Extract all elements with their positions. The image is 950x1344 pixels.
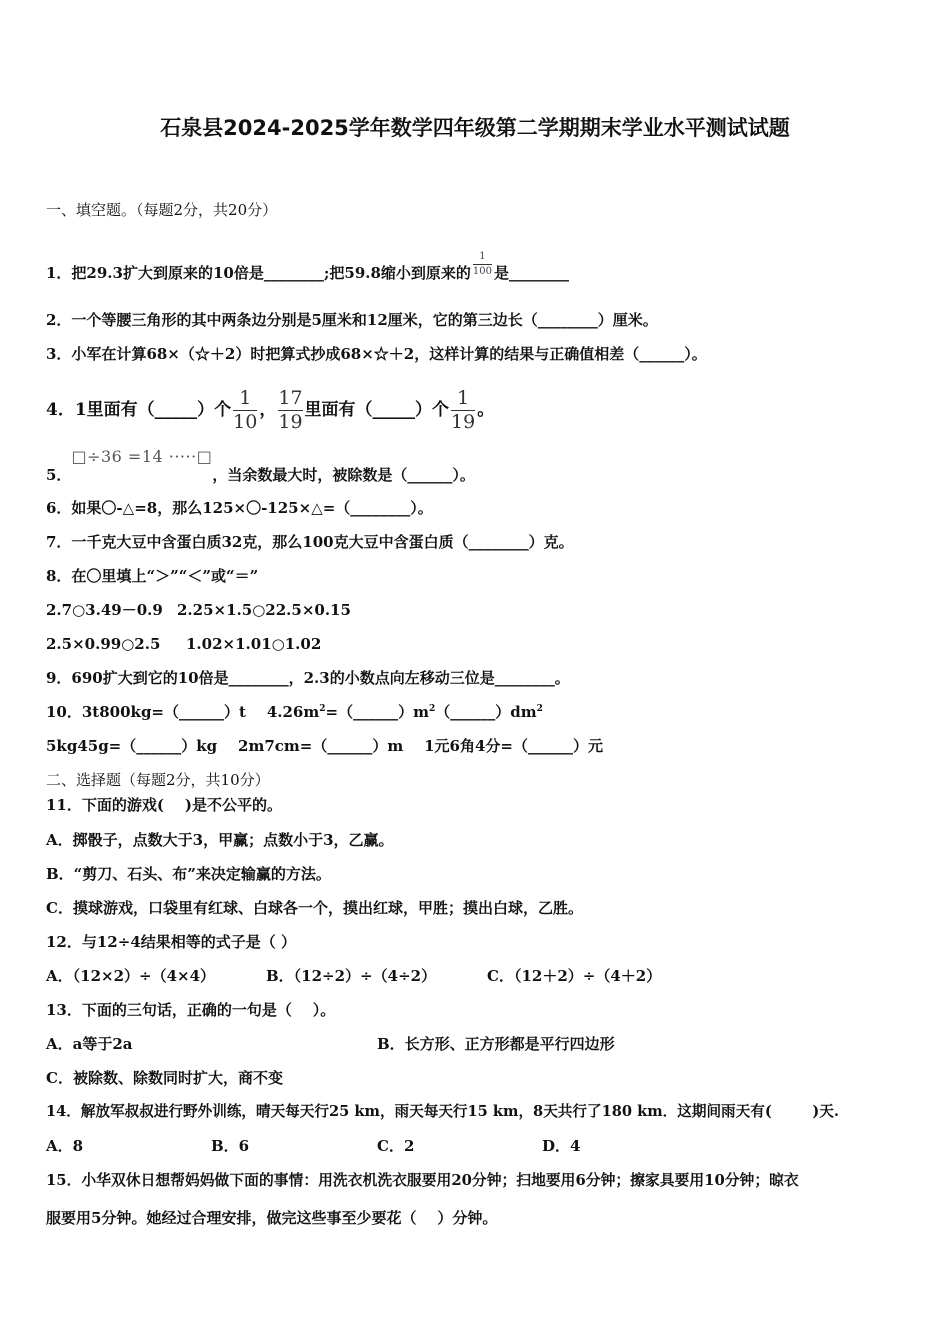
question-1	[46, 252, 569, 283]
question-10-line-1	[46, 702, 543, 722]
compare-item: 2.5×0.99○2.5	[46, 635, 161, 653]
fraction-denominator: 10	[233, 411, 258, 433]
option-b: B．长方形、正方形都是平行四边形	[377, 1035, 615, 1053]
question-5	[46, 447, 475, 485]
question-13-option-c: C．被除数、除数同时扩大，商不变	[46, 1069, 283, 1087]
question-5-number: 5．	[46, 466, 72, 484]
superscript: 2	[428, 704, 436, 714]
section-heading-choice: 二、选择题（每题2分，共10分）	[46, 771, 270, 789]
option-b: B．6	[211, 1137, 250, 1155]
question-15-line-2: 服要用5分钟。她经过合理安排，做完这些事至少要花（ ）分钟。	[46, 1209, 498, 1227]
fraction-denominator: 100	[472, 266, 493, 277]
option-d: D．4	[542, 1137, 581, 1155]
question-8-row-2	[46, 634, 322, 654]
question-4-text-d: 。	[477, 400, 495, 420]
question-13-stem: 13．下面的三句话，正确的一句是（ ）。	[46, 1001, 336, 1019]
option-b: B．（12÷2）÷（4÷2）	[266, 967, 437, 985]
compare-item: 2.7○3.49－0.9	[46, 601, 163, 619]
question-6: 6．如果〇-△=8，那么125×〇-125×△=（________）。	[46, 499, 433, 517]
fraction-numerator: 1	[457, 387, 470, 409]
question-12-stem: 12．与12÷4结果相等的式子是（ ）	[46, 933, 296, 951]
fraction-1-100	[473, 252, 492, 277]
question-13-options-row-1	[46, 1034, 615, 1054]
question-3: 3．小军在计算68×（☆＋2）时把算式抄成68×☆＋2，这样计算的结果与正确值相差（______）。	[46, 345, 707, 363]
question-1-text-a: 1．把29.3扩大到原来的10倍是________;把59.8缩小到原来的	[46, 264, 471, 282]
section-heading-fill-blank: 一、填空题。（每题2分，共20分）	[46, 201, 278, 219]
question-10-text-a: 10．3t800kg=（______）t 4.26m	[46, 703, 320, 721]
question-14-stem: 14．解放军叔叔进行野外训练，晴天每天行25 km，雨天每天行15 km，8天共行了180 km．这期间雨天有( )天.	[46, 1103, 839, 1120]
superscript: 2	[319, 704, 326, 714]
question-7: 7．一千克大豆中含蛋白质32克，那么100克大豆中含蛋白质（________）克。	[46, 533, 574, 551]
option-c: C．2	[377, 1137, 415, 1155]
fraction-17-19	[278, 389, 302, 432]
option-a: A．a等于2a	[46, 1035, 133, 1053]
superscript: 2	[536, 704, 543, 714]
fraction-1-19	[451, 389, 475, 432]
question-11-option-c: C．摸球游戏，口袋里有红球、白球各一个，摸出红球，甲胜；摸出白球，乙胜。	[46, 899, 583, 917]
question-9: 9．690扩大到它的10倍是________，2.3的小数点向左移动三位是________。	[46, 669, 570, 687]
compare-item: 1.02×1.01○1.02	[186, 635, 322, 653]
question-8-stem: 8．在〇里填上“＞”“＜”或“＝”	[46, 567, 259, 585]
option-c: C．（12＋2）÷（4＋2）	[487, 967, 662, 985]
question-11-option-b: B．“剪刀、石头、布”来决定输赢的方法。	[46, 865, 331, 883]
question-8-row-1	[46, 600, 351, 620]
option-a: A．（12×2）÷（4×4）	[46, 967, 216, 985]
question-10-text-b: =（______）m	[325, 703, 429, 721]
division-expression-image: □÷36 =14 ·····□	[71, 447, 213, 466]
option-a: A．8	[46, 1137, 84, 1155]
question-14-options	[46, 1136, 581, 1156]
question-10-text-c: （______）dm	[435, 703, 537, 721]
fraction-denominator: 19	[278, 411, 303, 433]
question-4	[46, 389, 494, 432]
fraction-1-10	[233, 389, 257, 432]
question-4-text-b: ，	[259, 400, 277, 420]
question-4-text-c: 里面有（_____）个	[304, 400, 450, 420]
question-1-text-b: 是________	[494, 264, 570, 282]
question-11-option-a: A．掷骰子，点数大于3，甲赢；点数小于3，乙赢。	[46, 831, 394, 849]
question-11-stem: 11．下面的游戏( )是不公平的。	[46, 796, 282, 814]
question-2: 2．一个等腰三角形的其中两条边分别是5厘米和12厘米，它的第三边长（________）厘米。	[46, 311, 658, 329]
fraction-numerator: 1	[239, 387, 252, 409]
question-12-options	[46, 966, 662, 986]
fraction-denominator: 19	[451, 411, 476, 433]
question-15-line-1: 15．小华双休日想帮妈妈做下面的事情：用洗衣机洗衣服要用20分钟；扫地要用6分钟；擦家具要用10分钟；晾衣	[46, 1172, 799, 1189]
page-title: 石泉县2024-2025学年数学四年级第二学期期末学业水平测试试题	[160, 116, 790, 140]
question-5-text: ，当余数最大时，被除数是（______）。	[212, 466, 475, 484]
fraction-numerator: 1	[479, 251, 486, 262]
fraction-numerator: 17	[278, 387, 303, 409]
question-10-line-2: 5kg45g=（______）kg 2m7cm=（______）m 1元6角4分=（______）元	[46, 737, 603, 755]
question-4-text-a: 4．1里面有（_____）个	[46, 400, 232, 420]
compare-item: 2.25×1.5○22.5×0.15	[177, 601, 351, 619]
